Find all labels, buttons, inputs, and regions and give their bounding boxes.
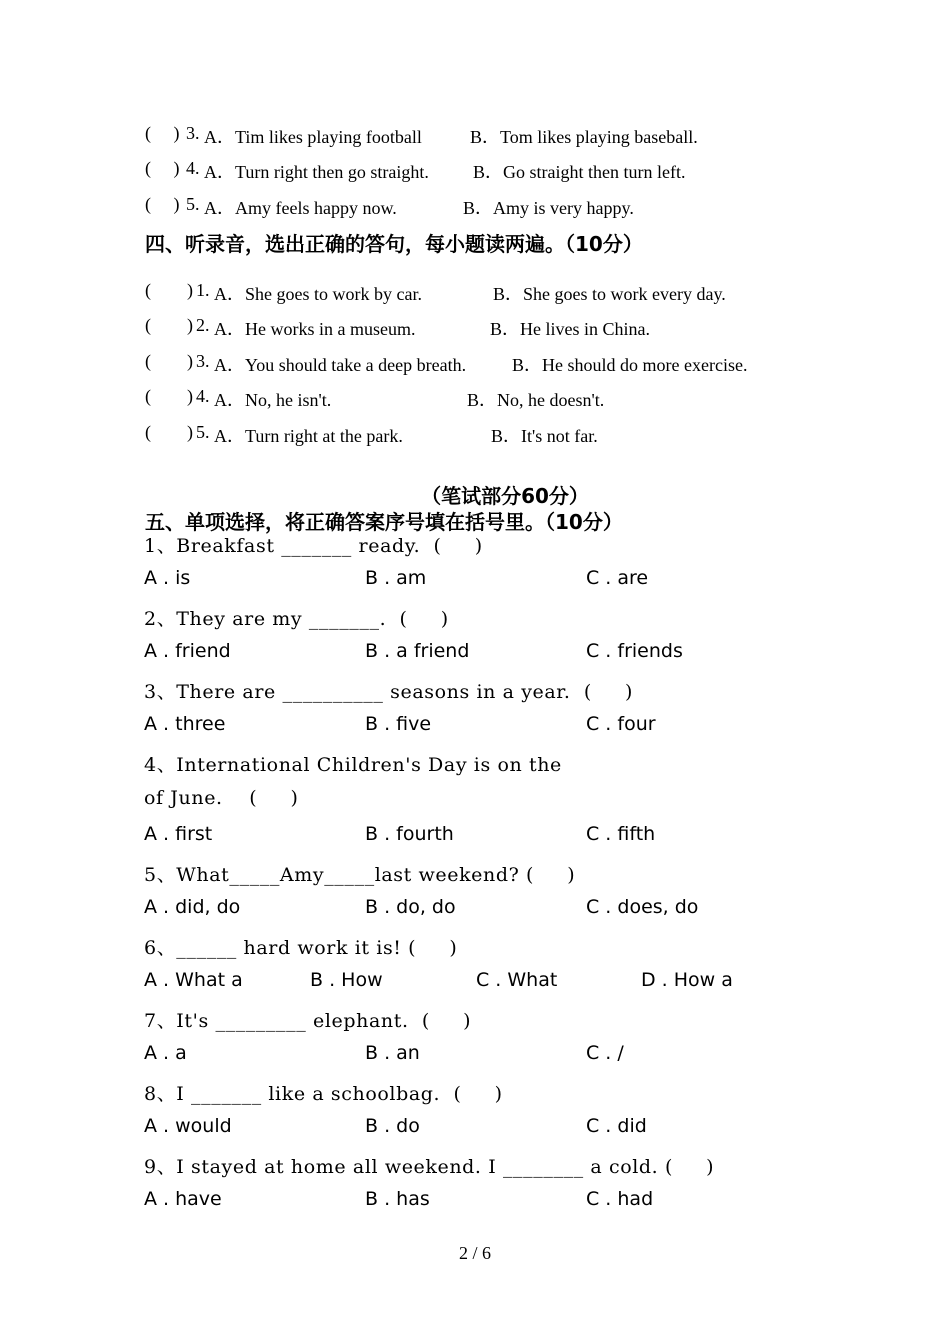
item-number: 2. [196,315,210,335]
question-4-text: 4、International Children's Day is on the [144,754,562,776]
question-4-options [0,823,950,853]
option-a[interactable]: A . first [144,823,213,845]
option-d[interactable]: D . How a [641,969,733,991]
answer-paren[interactable]: ( ) [145,386,193,406]
listening-item-4-2 [0,315,950,345]
question-7-options [0,1042,950,1072]
option-b: B．He lives in China. [490,319,650,339]
option-c[interactable]: C . What [476,969,558,991]
option-c[interactable]: C . friends [586,640,683,662]
listening-item-3-4 [0,158,950,188]
answer-paren[interactable]: ( ) [145,158,180,178]
listening-item-4-3 [0,351,950,381]
question-5-text: 5、What_____Amy_____last weekend? ( ) [144,864,576,886]
answer-paren[interactable]: ( ) [145,351,193,371]
question-2-options [0,640,950,670]
option-c[interactable]: C . did [586,1115,647,1137]
option-a[interactable]: A . a [144,1042,187,1064]
question-9-text: 9、I stayed at home all weekend. I ________ a cold. ( ) [144,1156,715,1178]
option-a: A．No, he isn't. [214,390,332,410]
question-2-text: 2、They are my _______. ( ) [144,608,449,630]
section-5-title: 五、单项选择，将正确答案序号填在括号里。（10分） [145,510,623,534]
option-a[interactable]: A . three [144,713,226,735]
option-b[interactable]: B . has [365,1188,430,1210]
question-5-options [0,896,950,926]
question-4-text-cont: of June. ( ) [144,787,299,809]
option-a[interactable]: A . friend [144,640,231,662]
option-a[interactable]: A . did, do [144,896,241,918]
option-b[interactable]: B . How [310,969,383,991]
question-7-text: 7、It's _________ elephant. ( ) [144,1010,472,1032]
question-9-options [0,1188,950,1218]
option-b: B．No, he doesn't. [467,390,605,410]
listening-item-3-5 [0,194,950,224]
question-6-text: 6、______ hard work it is! ( ) [144,937,458,959]
option-b[interactable]: B . fourth [365,823,454,845]
option-c[interactable]: C . had [586,1188,654,1210]
question-8-text: 8、I _______ like a schoolbag. ( ) [144,1083,503,1105]
option-a: A．Tim likes playing football [204,127,422,147]
listening-item-4-1 [0,280,950,310]
option-a[interactable]: A . would [144,1115,232,1137]
item-number: 4. [186,158,200,178]
option-b[interactable]: B . do [365,1115,420,1137]
option-b[interactable]: B . five [365,713,432,735]
listening-item-4-5 [0,422,950,452]
option-a[interactable]: A . What a [144,969,243,991]
option-b[interactable]: B . a friend [365,640,470,662]
option-b: B．He should do more exercise. [512,355,748,375]
option-c[interactable]: C . four [586,713,656,735]
answer-paren[interactable]: ( ) [145,315,193,335]
question-1-options [0,567,950,597]
option-b: B．Go straight then turn left. [473,162,686,182]
item-number: 5. [186,194,200,214]
option-b: B．Tom likes playing baseball. [470,127,698,147]
question-3-options [0,713,950,743]
written-part-title: （笔试部分60分） [421,484,589,508]
option-b[interactable]: B . do, do [365,896,456,918]
option-a: A．Turn right then go straight. [204,162,429,182]
page-number: 2 / 6 [458,1243,491,1263]
listening-item-4-4 [0,386,950,416]
option-b[interactable]: B . am [365,567,427,589]
option-c[interactable]: C . are [586,567,649,589]
item-number: 5. [196,422,210,442]
option-a[interactable]: A . have [144,1188,222,1210]
answer-paren[interactable]: ( ) [145,123,180,143]
option-c[interactable]: C . does, do [586,896,699,918]
option-c[interactable]: C . / [586,1042,624,1064]
listening-item-3-3 [0,123,950,153]
section-4-title: 四、听录音，选出正确的答句，每小题读两遍。（10分） [145,232,643,256]
option-c[interactable]: C . fifth [586,823,656,845]
option-b: B．It's not far. [491,426,598,446]
question-3-text: 3、There are __________ seasons in a year. ( ) [144,681,634,703]
option-b[interactable]: B . an [365,1042,420,1064]
item-number: 3. [186,123,200,143]
question-8-options [0,1115,950,1145]
option-a[interactable]: A . is [144,567,191,589]
option-a: A．He works in a museum. [214,319,416,339]
option-b: B．Amy is very happy. [463,198,634,218]
item-number: 1. [196,280,210,300]
option-a: A．Turn right at the park. [214,426,403,446]
option-a: A．You should take a deep breath. [214,355,467,375]
option-a: A．She goes to work by car. [214,284,422,304]
answer-paren[interactable]: ( ) [145,280,193,300]
question-1-text: 1、Breakfast _______ ready. ( ) [144,535,483,557]
answer-paren[interactable]: ( ) [145,422,193,442]
option-b: B．She goes to work every day. [493,284,726,304]
question-6-options [0,969,950,999]
item-number: 3. [196,351,210,371]
answer-paren[interactable]: ( ) [145,194,180,214]
item-number: 4. [196,386,210,406]
option-a: A．Amy feels happy now. [204,198,397,218]
